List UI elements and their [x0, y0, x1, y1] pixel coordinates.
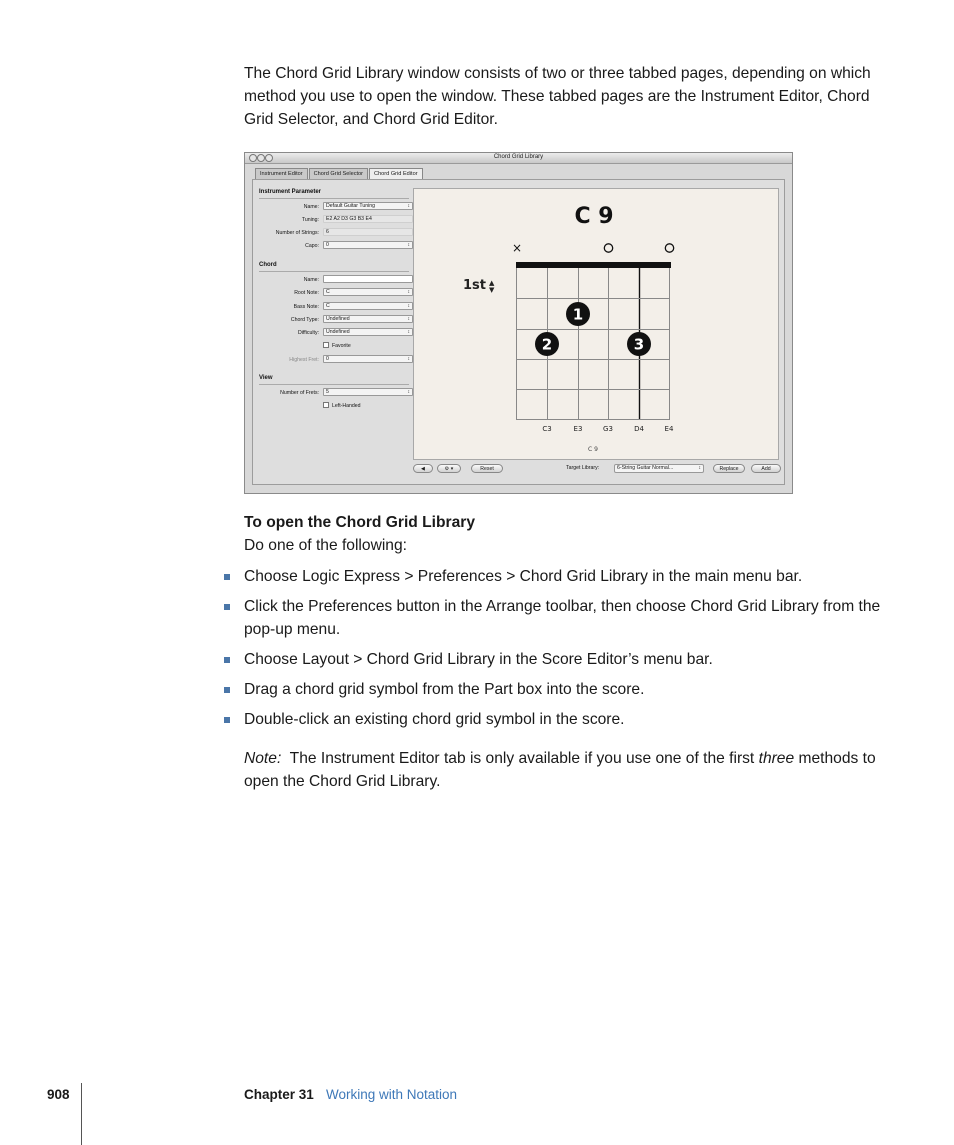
favorite-checkbox[interactable] — [323, 342, 329, 348]
strings-field[interactable]: 6 — [323, 228, 413, 236]
number-of-frets-label: Number of Frets: — [280, 390, 319, 396]
note-label: G3 — [603, 425, 613, 433]
highest-fret-label: Highest Fret: — [289, 357, 319, 363]
bullet-icon — [224, 604, 230, 610]
tab-instrument-editor[interactable]: Instrument Editor — [255, 168, 308, 179]
strings-label: Number of Strings: — [275, 230, 319, 236]
note-paragraph — [244, 747, 884, 793]
bottom-toolbar — [253, 464, 784, 476]
note-label: Note: — [244, 750, 282, 767]
intro-paragraph: The Chord Grid Library window consists of two or three tabbed pages, depending on which method you use to open the window. These tabbed pages are the Instrument Editor, Chord Grid Selector, and Chord Grid Editor. — [244, 65, 871, 128]
highest-fret-select[interactable]: 0 ↕ — [323, 355, 413, 363]
note-label: E3 — [573, 425, 583, 433]
tuning-field[interactable]: E2 A2 D3 G3 B3 E4 — [323, 215, 413, 223]
note-label: C3 — [542, 425, 552, 433]
footer-divider — [81, 1083, 82, 1145]
left-handed-label: Left-Handed — [332, 403, 361, 409]
tab-bar — [255, 168, 424, 179]
left-handed-checkbox[interactable] — [323, 402, 329, 408]
note-label: E4 — [664, 425, 674, 433]
string-mark-x: × — [511, 241, 523, 255]
chord-caption: C 9 — [588, 446, 598, 453]
bullet-icon — [224, 574, 230, 580]
instrument-name-label: Name: — [303, 204, 319, 210]
capo-select[interactable]: 0 ↕ — [323, 241, 413, 249]
section-subheading: Do one of the following: — [244, 537, 407, 554]
favorite-label: Favorite — [332, 343, 351, 349]
title-bar — [245, 153, 792, 164]
difficulty-label: Difficulty: — [298, 330, 319, 336]
finger-dot[interactable] — [627, 332, 651, 356]
chord-grid-canvas — [413, 188, 779, 460]
nut — [516, 262, 671, 268]
instruction-list — [224, 566, 884, 739]
chord-type-label: Chord Type: — [290, 317, 319, 323]
divider — [259, 384, 409, 385]
chord-grid-library-window — [244, 152, 793, 494]
target-library-label: Target Library: — [566, 465, 600, 471]
divider — [259, 271, 409, 272]
view-heading: View — [259, 375, 273, 381]
list-item — [224, 566, 884, 589]
fret-position-label: 1st — [463, 278, 486, 293]
chord-title: C 9 — [574, 204, 614, 229]
chapter-label: Chapter 31 — [244, 1087, 314, 1102]
add-button[interactable]: Add — [751, 464, 781, 473]
chord-heading: Chord — [259, 262, 277, 268]
bullet-icon — [224, 717, 230, 723]
speaker-icon: ◀ — [421, 466, 425, 472]
bullet-icon — [224, 657, 230, 663]
window-title: Chord Grid Library — [493, 154, 544, 160]
difficulty-select[interactable]: Undefined ↕ — [323, 328, 413, 336]
tab-content — [252, 179, 785, 485]
tab-chord-grid-editor[interactable]: Chord Grid Editor — [369, 168, 423, 179]
tuning-label: Tuning: — [301, 217, 319, 223]
speaker-button[interactable] — [413, 464, 433, 473]
finger-number: 3 — [633, 335, 645, 354]
chapter-title: Working with Notation — [326, 1087, 458, 1102]
chord-type-select[interactable]: Undefined ↕ — [323, 315, 413, 323]
list-item-text: Choose Logic Express > Preferences > Chord Grid Library in the main menu bar. — [244, 568, 803, 585]
divider — [259, 198, 409, 199]
instrument-parameter-heading: Instrument Parameter — [259, 189, 322, 195]
note-emphasis: three — [758, 750, 795, 767]
bullet-icon — [224, 687, 230, 693]
section-heading: To open the Chord Grid Library — [244, 514, 476, 531]
open-string-mark — [665, 244, 673, 252]
chord-grid-diagram — [414, 189, 778, 459]
action-menu-button[interactable] — [437, 464, 461, 473]
note-text-after: methods to open the Chord Grid Library. — [244, 750, 876, 790]
fret-down-arrow-icon[interactable]: ▼ — [489, 286, 495, 294]
root-note-select[interactable]: C ↕ — [323, 288, 413, 296]
number-of-frets-select[interactable]: 5 ↕ — [323, 388, 413, 396]
page-number: 908 — [47, 1087, 70, 1102]
list-item-text: Click the Preferences button in the Arrange toolbar, then choose Chord Grid Library from the pop-up menu. — [244, 598, 881, 638]
root-note-label: Root Note: — [294, 290, 319, 296]
list-item — [224, 596, 884, 641]
open-string-mark — [604, 244, 612, 252]
capo-label: Capo: — [305, 243, 319, 249]
finger-dot[interactable] — [535, 332, 559, 356]
chord-name-field[interactable] — [323, 275, 413, 283]
replace-button[interactable]: Replace — [713, 464, 745, 473]
gear-icon: ⚙ ▾ — [444, 466, 454, 472]
bass-note-label: Bass Note: — [293, 304, 319, 310]
list-item-text: Drag a chord grid symbol from the Part box into the score. — [244, 680, 645, 698]
note-label: D4 — [634, 425, 644, 433]
reset-button[interactable]: Reset — [471, 464, 503, 473]
instrument-name-select[interactable]: Default Guitar Tuning ↕ — [323, 202, 413, 210]
chord-name-label: Name: — [303, 277, 319, 283]
bass-note-select[interactable]: C ↕ — [323, 302, 413, 310]
finger-number: 1 — [572, 305, 584, 324]
list-item-text: Double-click an existing chord grid symbol in the score. — [244, 710, 625, 728]
fret-up-arrow-icon[interactable]: ▲ — [489, 279, 495, 287]
list-item — [224, 649, 884, 672]
finger-number: 2 — [541, 335, 553, 354]
list-item — [224, 679, 884, 702]
tab-chord-grid-selector[interactable]: Chord Grid Selector — [309, 168, 368, 179]
finger-dot[interactable] — [566, 302, 590, 326]
list-item-text: Choose Layout > Chord Grid Library in the Score Editor’s menu bar. — [244, 650, 713, 668]
target-library-select[interactable]: 6-String Guitar Normal... ↕ — [614, 464, 704, 473]
string-notes — [542, 425, 674, 433]
list-item — [224, 709, 884, 732]
note-text-before: The Instrument Editor tab is only available if you use one of the first — [289, 750, 755, 767]
